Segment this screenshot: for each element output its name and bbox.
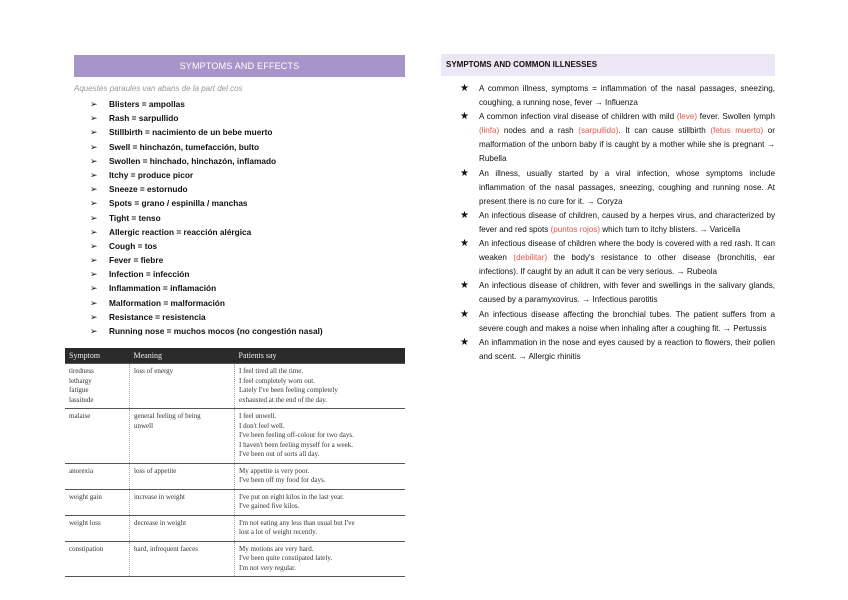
vocab-item [90,125,323,139]
table-header-row [65,348,405,364]
patients-say-cell [235,463,406,489]
table-row [65,463,405,489]
vocab-text: Swollen = hinchado, hinchazón, inflamado [109,155,277,166]
cell-line: lethargy [69,376,92,385]
vocab-item [90,267,323,281]
spanish-translation: (sarpullido) [578,126,619,136]
col-header-meaning: Meaning [130,348,235,364]
cell-line: I've put on eight kilos in the last year. [239,492,344,501]
arrow-bullet-icon: ➢ [90,240,98,251]
arrow-bullet-icon: ➢ [90,198,98,209]
vocab-text: Infection = infección [109,269,190,280]
cell-line: I feel unwell. [239,412,277,420]
cell-line: decrease in weight [134,518,187,527]
cell-line: constipation [69,544,104,553]
vocab-item [90,239,323,253]
spanish-translation: (linfa) [479,126,500,136]
vocab-text: Itchy = produce picor [109,169,194,180]
illness-text: An illness, usually started by a viral infection, whose symptoms include inflammation of the nasal passages, sneezing, coughing and running nose. At present there is no cure for it. → Coryza [479,168,775,206]
arrow-bullet-icon: ➢ [90,127,98,138]
cell-line: fatigue [69,386,89,394]
illness-text: . It can cause stillbirth [618,126,711,136]
vocab-item [90,182,323,196]
vocab-item [90,296,323,310]
arrow-bullet-icon: ➢ [90,169,98,180]
patients-say-cell [235,515,406,541]
arrow-bullet-icon: ➢ [90,311,98,322]
cell-line: I don't feel well. [239,421,285,430]
vocab-item [90,310,323,324]
illness-text: nodes and a rash [499,126,579,136]
cell-line: weight loss [69,518,101,527]
table-row [65,409,405,464]
symptom-cell [65,515,130,541]
symptom-cell [65,364,130,409]
vocab-text: Running nose = muchos mocos (no congestión nasal) [109,326,323,336]
illness-item [460,209,775,237]
meaning-cell [130,541,235,577]
cell-line: malaise [69,412,91,420]
vocab-item [90,225,323,239]
cell-line: I've gained five kilos. [239,502,300,510]
vocab-item [90,140,323,154]
spanish-translation: (fetus muerto) [710,126,764,136]
patients-say-cell [235,489,406,515]
vocab-item [90,196,323,210]
cell-line: I've been off my food for days. [239,476,326,484]
patients-say-cell [235,541,406,577]
illness-item [460,82,775,110]
cell-line: lost a lot of weight recently. [239,528,318,536]
star-bullet-icon: ★ [460,111,469,123]
vocab-item [90,97,323,111]
table-row [65,364,405,409]
meaning-cell [130,515,235,541]
illness-text: A common illness, symptoms = inflammation of the nasal passages, sneezing, coughing, a running nose, fever → Influenza [479,84,775,108]
vocab-item [90,168,323,182]
col-header-symptom: Symptom [65,348,130,364]
table-row [65,541,405,577]
cell-line: My motions are very hard. [239,544,314,553]
arrow-bullet-icon: ➢ [90,184,98,195]
table-row [65,489,405,515]
vocab-text: Swell = hinchazón, tumefacción, bulto [109,141,260,152]
vocab-item [90,324,323,338]
symptoms-effects-header: SYMPTOMS AND EFFECTS [74,55,405,77]
cell-line: exhausted at the end of the day. [239,395,327,404]
illness-item [460,336,775,364]
star-bullet-icon: ★ [460,336,469,348]
arrow-bullet-icon: ➢ [90,212,98,223]
meaning-cell [130,409,235,464]
cell-line: lassitude [69,395,94,404]
illness-text: which turn to itchy blisters. → Varicella [600,224,741,234]
illness-text: An infectious disease of children, with fever and swellings in the salivary glands, caused by a paramyxovirus. → Infectious parotitis [479,281,775,305]
illness-item [460,110,775,166]
cell-line: My appetite is very poor. [239,466,310,475]
cell-line: I've been feeling off-colour for two days. [239,431,354,439]
spanish-translation: (leve) [676,112,698,122]
cell-line: I'm not very regular. [239,563,296,572]
arrow-bullet-icon: ➢ [90,283,98,294]
vocab-subtitle: Aquestes paraules van abans de la part del cos [74,84,243,93]
vocab-text: Inflammation = inflamación [109,283,217,294]
star-bullet-icon: ★ [460,280,469,292]
patients-say-cell [235,409,406,464]
cell-line: I'm not eating any less than usual but I've [239,518,355,527]
arrow-bullet-icon: ➢ [90,255,98,266]
vocab-item [90,281,323,295]
vocab-text: Malformation = malformación [109,297,225,308]
vocab-item [90,111,323,125]
vocab-text: Cough = tos [109,240,158,251]
illness-text: or malformation of the unborn baby if is caught by a mother while she is pregnant → Rubella [479,126,775,164]
illness-item [460,237,775,279]
illness-item [460,279,775,307]
cell-line: general feeling of being [134,412,201,420]
symptom-cell [65,541,130,577]
vocab-text: Allergic reaction = reacción alérgica [109,226,252,237]
arrow-bullet-icon: ➢ [90,99,98,109]
illness-text: An infectious disease of children, caused by a herpes virus, and characterized by fever and red spots [479,210,775,234]
vocab-item [90,253,323,267]
arrow-bullet-icon: ➢ [90,269,98,280]
arrow-bullet-icon: ➢ [90,113,98,124]
vocab-text: Fever = fiebre [109,255,164,266]
cell-line: hard, infrequent faeces [134,544,198,553]
vocab-text: Rash = sarpullido [109,113,179,124]
meaning-cell [130,489,235,515]
cell-line: I've been quite constipated lately. [239,554,333,562]
cell-line: I feel tired all the time. [239,367,304,375]
cell-line: tiredness [69,367,94,375]
vocab-text: Stillbirth = nacimiento de un bebe muerto [109,127,273,138]
symptom-cell [65,489,130,515]
arrow-bullet-icon: ➢ [90,155,98,166]
cell-line: anorexia [69,466,94,475]
vocabulary-list [90,97,323,338]
common-illnesses-header: SYMPTOMS AND COMMON ILLNESSES [441,54,775,76]
meaning-cell [130,463,235,489]
cell-line: I've been out of sorts all day. [239,450,320,458]
illness-item [460,167,775,209]
cell-line: loss of appetite [134,466,177,475]
illness-text: A common infection viral disease of children with mild [479,112,677,122]
star-bullet-icon: ★ [460,308,469,320]
meaning-cell [130,364,235,409]
arrow-bullet-icon: ➢ [90,326,98,336]
spanish-translation: (debilitar) [513,253,548,263]
patients-say-cell [235,364,406,409]
spanish-translation: (puntos rojos) [550,224,601,234]
cell-line: loss of energy [134,367,174,375]
arrow-bullet-icon: ➢ [90,226,98,237]
star-bullet-icon: ★ [460,238,469,250]
col-header-patients-say: Patients say [235,348,406,364]
vocab-text: Sneeze = estornudo [109,184,188,195]
illness-list [460,82,775,364]
arrow-bullet-icon: ➢ [90,141,98,152]
cell-line: unwell [134,421,154,430]
illness-item [460,308,775,336]
cell-line: weight gain [69,492,102,501]
vocab-item [90,211,323,225]
illness-text: An inflammation in the nose and eyes caused by a reaction to flowers, their pollen and scent. → Allergic rhinitis [479,337,775,361]
illness-text: the body's resistance to other disease (bronchitis, ear infections). If caught by an adult it can be very serious. → Rubeola [479,253,775,277]
symptom-cell [65,409,130,464]
vocab-text: Tight = tenso [109,212,161,223]
cell-line: Lately I've been feeling completely [239,386,338,394]
illness-text: An infectious disease of children where the body is covered with a red rash. It can weaken [479,239,775,263]
star-bullet-icon: ★ [460,83,469,94]
table-row [65,515,405,541]
cell-line: increase in weight [134,492,185,501]
vocab-item [90,154,323,168]
illness-text: fever. Swollen lymph [697,112,775,122]
cell-line: I haven't been feeling myself for a week. [239,440,353,449]
cell-line: I feel completely worn out. [239,376,316,385]
symptoms-table [65,348,405,577]
vocab-text: Resistance = resistencia [109,311,206,322]
star-bullet-icon: ★ [460,167,469,179]
vocab-text: Spots = grano / espinilla / manchas [109,198,248,209]
star-bullet-icon: ★ [460,209,469,221]
illness-text: An infectious disease affecting the bronchial tubes. The patient suffers from a severe cough and makes a noise when inhaling after a coughing fit. → Pertussis [479,309,775,333]
arrow-bullet-icon: ➢ [90,297,98,308]
vocab-text: Blisters = ampollas [109,99,185,109]
symptom-cell [65,463,130,489]
